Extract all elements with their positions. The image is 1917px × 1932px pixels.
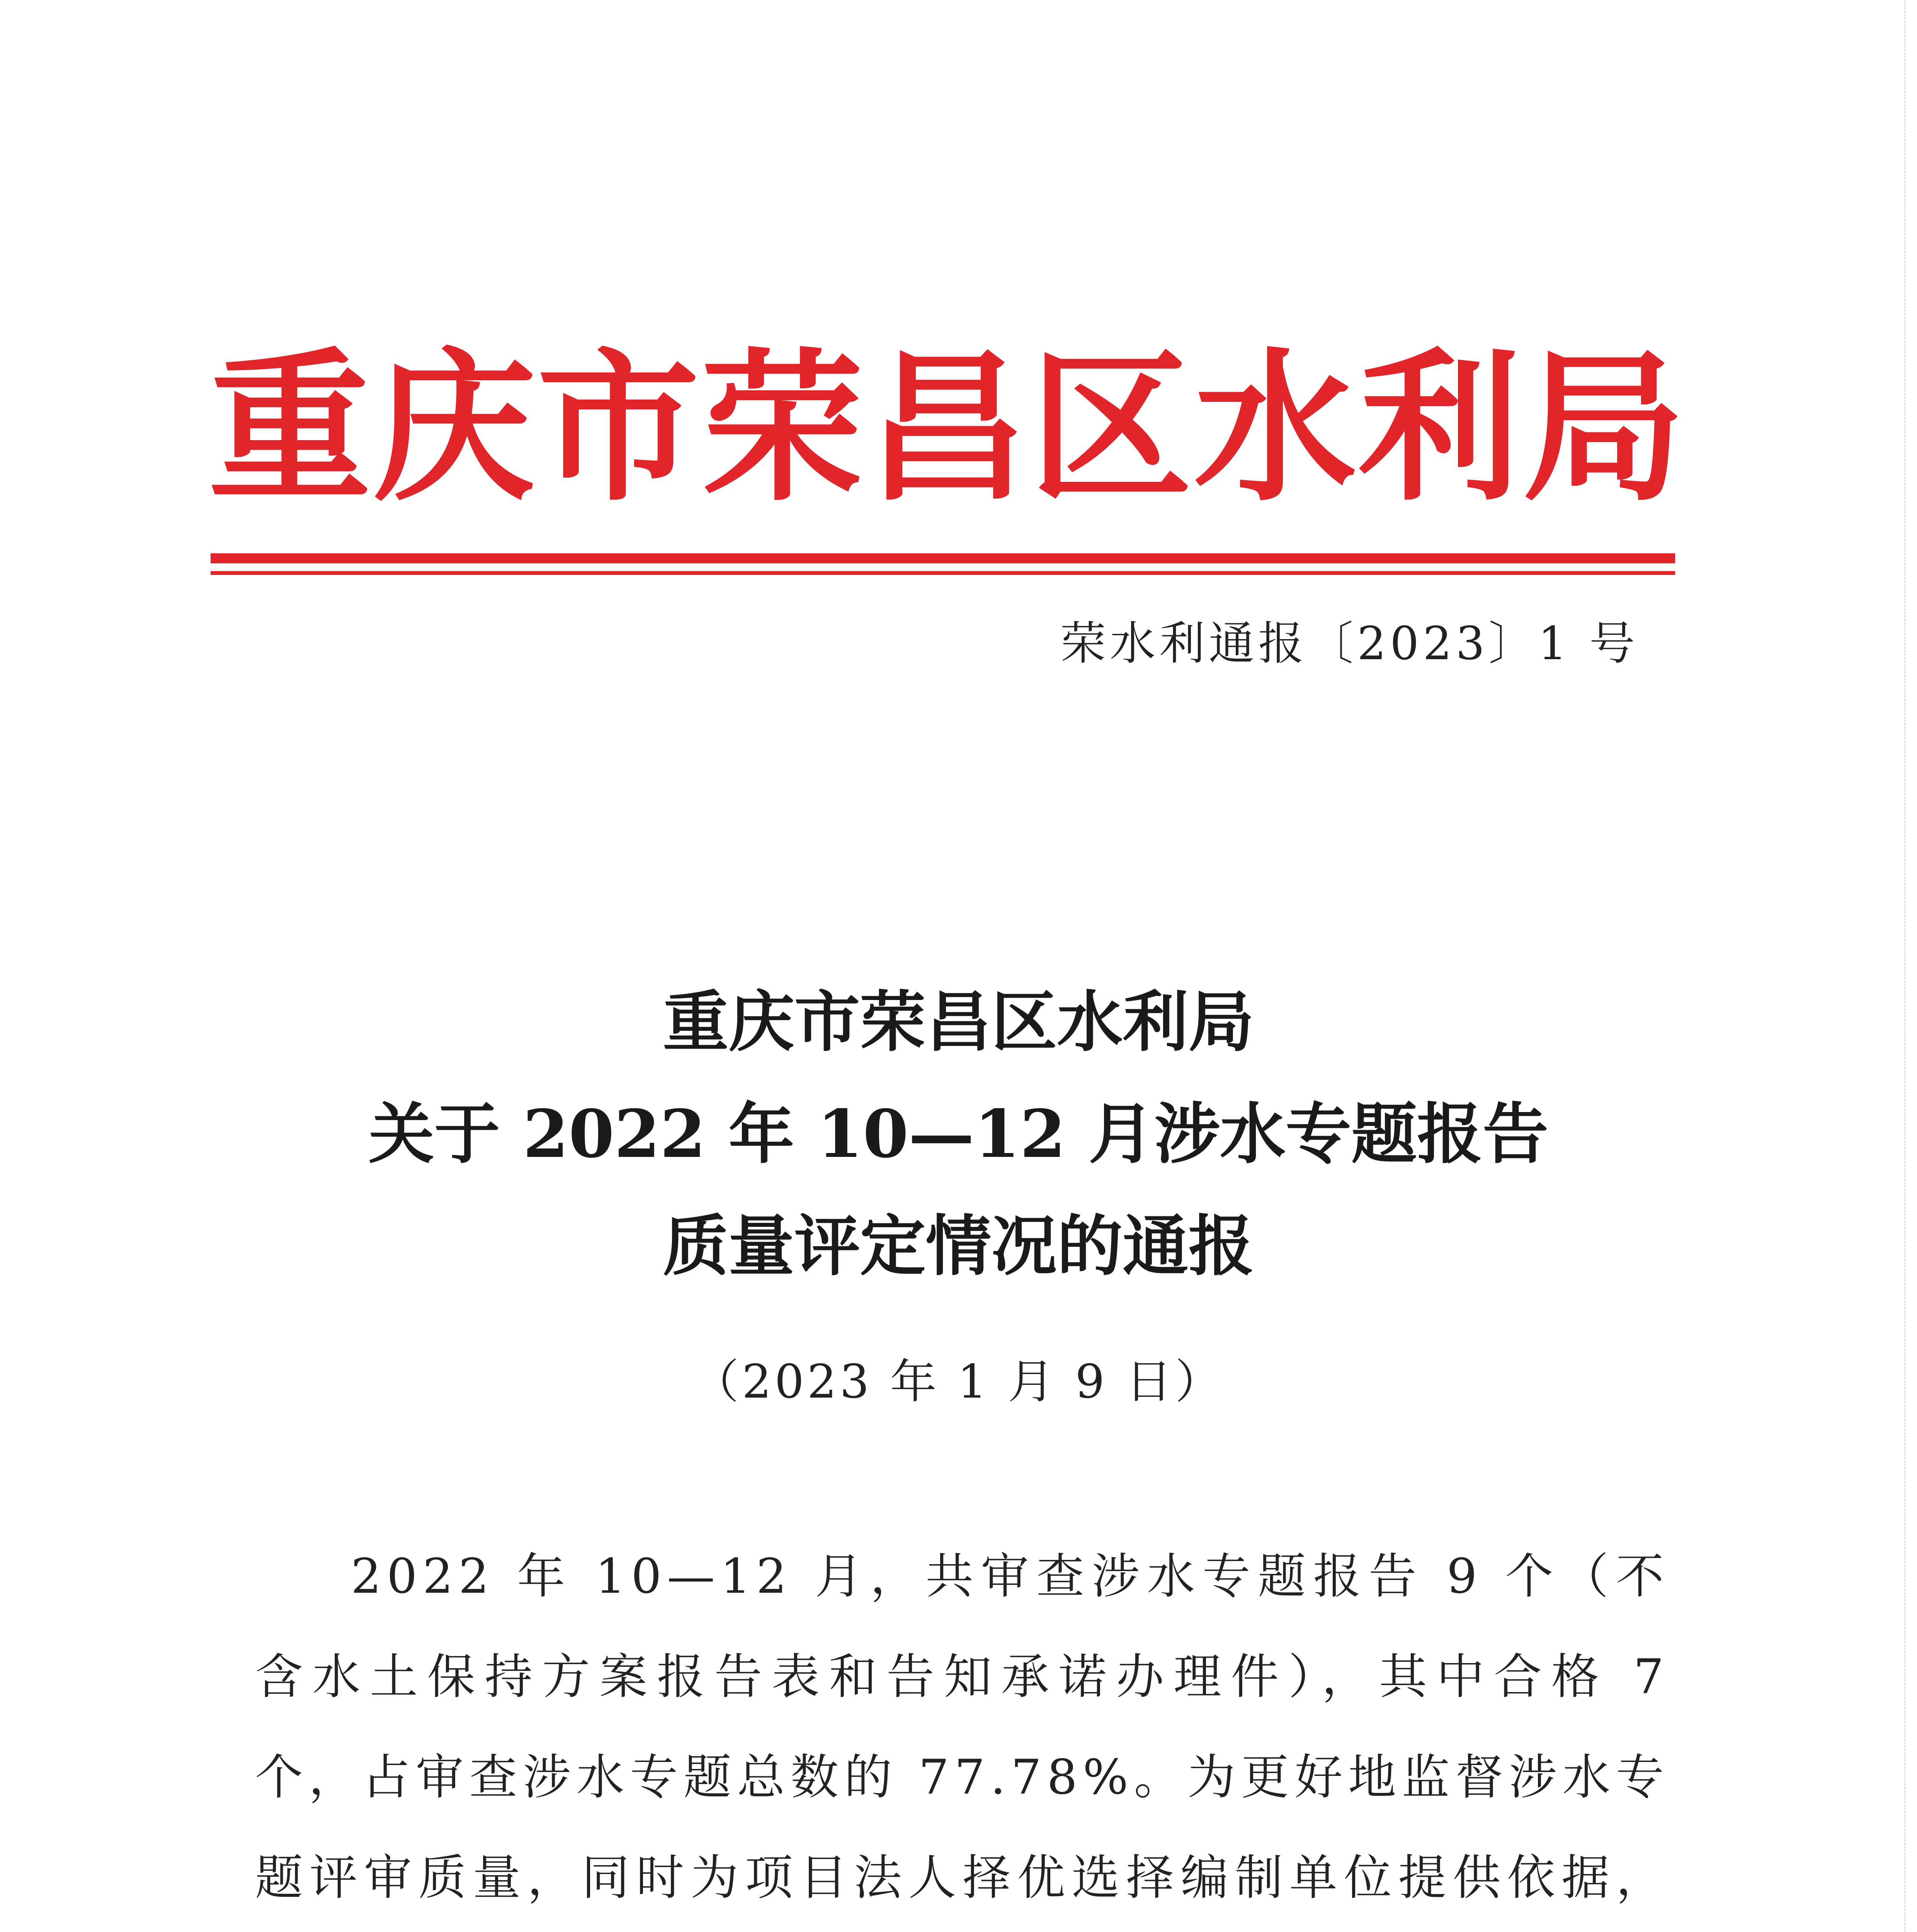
body-text bbox=[255, 1526, 1669, 1932]
title-line-2: 关于 2022 年 10—12 月涉水专题报告 bbox=[368, 1095, 1549, 1173]
letterhead-char: 庆 bbox=[373, 334, 535, 523]
letterhead-char: 局 bbox=[1522, 334, 1685, 523]
title-line-1: 重庆市荣昌区水利局 bbox=[663, 983, 1254, 1061]
letterhead-char: 利 bbox=[1358, 334, 1521, 523]
letterhead-char: 区 bbox=[1030, 334, 1192, 523]
letterhead-title bbox=[209, 321, 1685, 537]
issue-date: （2023 年 1 月 9 日） bbox=[692, 1355, 1225, 1409]
letterhead-char: 重 bbox=[209, 334, 371, 523]
document-title bbox=[0, 966, 1917, 1302]
letterhead-char: 昌 bbox=[866, 334, 1028, 523]
body-paragraph-intro: 2022 年 10—12 月，共审查涉水专题报告 9 个（不含水土保持方案报告表和告知承诺办理件），其中合格 7 个，占审查涉水专题总数的 77.78%。为更好地监督涉水专题评审质量，同时为项目法人择优选择编制单位提供依据， bbox=[255, 1549, 1669, 1906]
title-line-3: 质量评定情况的通报 bbox=[663, 1208, 1254, 1285]
letterhead-char: 市 bbox=[537, 334, 699, 523]
letterhead-char: 水 bbox=[1194, 334, 1356, 523]
letterhead-rule-thin bbox=[211, 571, 1675, 575]
document-number: 荣水利通报〔2023〕1 号 bbox=[1060, 617, 1639, 670]
letterhead-char: 荣 bbox=[701, 334, 864, 523]
letterhead-rule-thick bbox=[211, 553, 1675, 563]
